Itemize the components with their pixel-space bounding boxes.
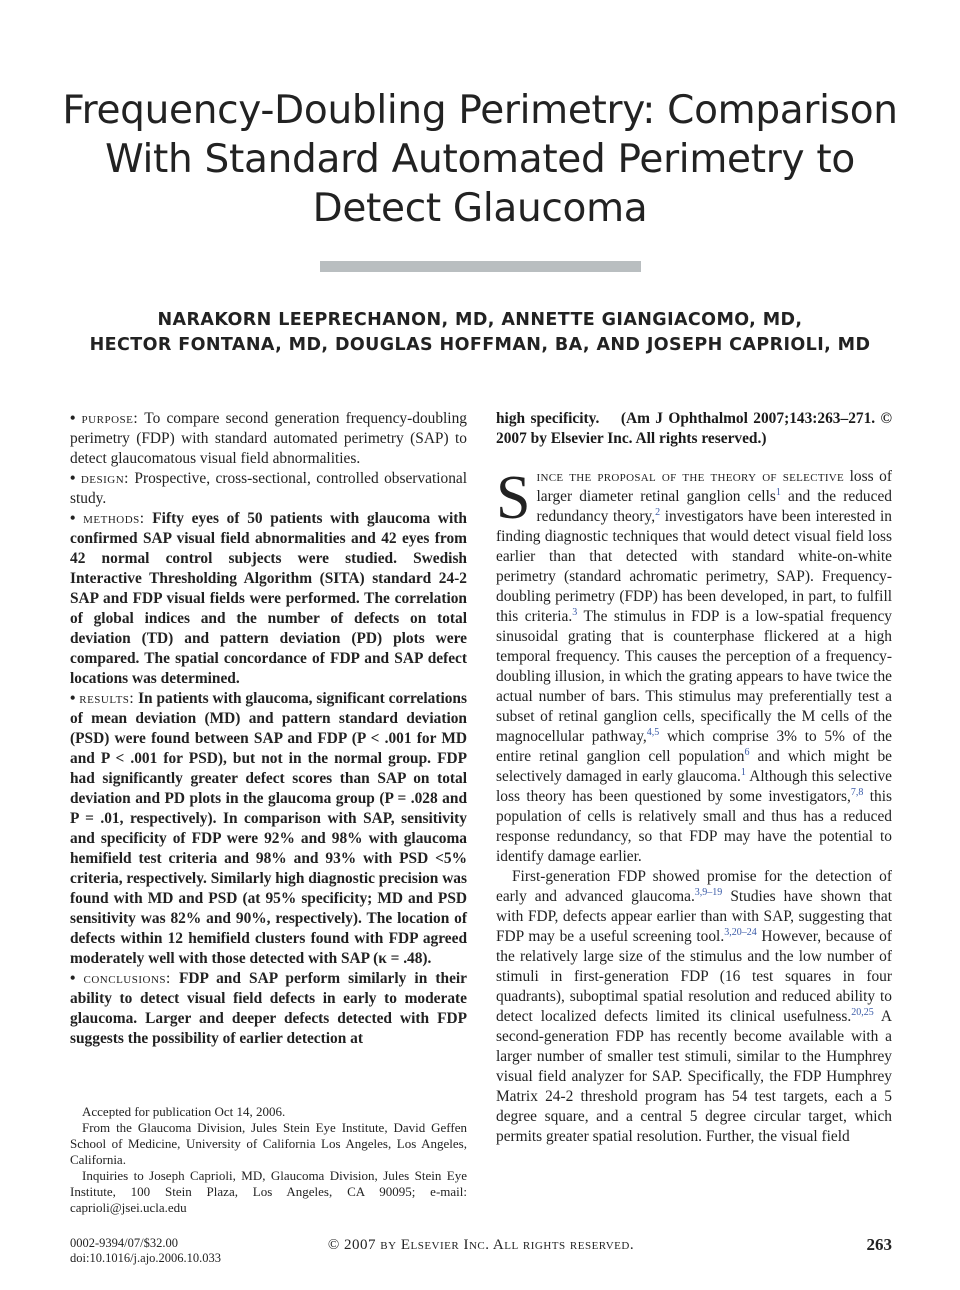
bullet: •	[70, 690, 76, 707]
author-line-1: NARAKORN LEEPRECHANON, MD, ANNETTE GIANGIACOMO, MD,	[157, 310, 803, 330]
text-run: Studies have shown that with FDP, defects appear earlier than with SAP, suggesting that FDP may be a useful screening tool.	[496, 888, 892, 945]
reference-link[interactable]: 3,9–19	[694, 886, 723, 898]
reference-link[interactable]: 3,20–24	[724, 926, 757, 938]
reference-link[interactable]: 3	[572, 606, 578, 618]
text-run: A second-generation FDP has recently become available with a larger number of smaller test stimuli, similar to the Humphrey visual field analyzer for SAP. Specifically, the FDP Humphrey Matrix 24-2 threshold program has 54 test targets, each a 5 degree square, and a central 5 degree circular target, which permits greater spatial resolution. Further, the visual field	[496, 1008, 893, 1145]
text-run: and which might be selectively damaged in early glaucoma.	[496, 748, 892, 785]
design-label: design:	[80, 470, 129, 487]
drop-cap: S	[496, 464, 531, 532]
abstract-purpose	[70, 409, 467, 469]
footnote-affiliation: From the Glaucoma Division, Jules Stein Eye Institute, David Geffen School of Medicine, University of California Los Angeles, Los Angeles, California.	[70, 1120, 467, 1167]
page-number: 263	[866, 1235, 892, 1254]
text-run: investigators have been interested in finding diagnostic techniques that would detect visual field loss earlier than that detected with standard white-on-white perimetry (standard achromatic perimetry, SAP). Frequency-doubling perimetry (FDP) has been developed, in part, to fulfill this criteria.	[496, 508, 892, 625]
conclusions-end: high specificity.	[496, 410, 600, 427]
abstract-methods	[70, 509, 467, 689]
footnote-inquiries: Inquiries to Joseph Caprioli, MD, Glaucoma Division, Jules Stein Eye Institute, 100 Stein Plaza, Los Angeles, CA 90095; e-mail: caprioli@jsei.ucla.edu	[70, 1168, 467, 1215]
page-footer	[70, 1236, 892, 1276]
right-column	[496, 409, 892, 1147]
bullet: •	[70, 970, 76, 987]
body-paragraph-2	[496, 867, 892, 1147]
conclusions-text: FDP and SAP perform similarly in their ability to detect visual field defects in early to moderate glaucoma. Larger and deeper defects detected with FDP suggests the possibility of earlier detection at	[70, 970, 468, 1047]
copyright-notice: © 2007 by Elsevier Inc. All rights reserved.	[327, 1237, 635, 1253]
citation: (Am J Ophthalmol 2007;143:263–271. © 2007 by Elsevier Inc. All rights reserved.)	[496, 410, 893, 447]
text-run: First-generation FDP showed promise for the detection of early and advanced glaucoma.	[496, 868, 892, 905]
methods-text: Fifty eyes of 50 patients with glaucoma with confirmed SAP visual field abnormalities and 42 eyes from 42 normal control subjects were studied. Swedish Interactive Thresholding Algorithm (SITA) standard 24-2 SAP and FDP visual fields were performed. The correlation of global indices and the number of defects on total deviation (TD) and pattern deviation (PD) plots were compared. The spatial concordance of FDP and SAP defect locations was determined.	[70, 510, 467, 687]
author-line-2: HECTOR FONTANA, MD, DOUGLAS HOFFMAN, BA, AND JOSEPH CAPRIOLI, MD	[89, 335, 871, 355]
doi: doi:10.1016/j.ajo.2006.10.033	[70, 1251, 222, 1265]
design-text: Prospective, cross-sectional, controlled observational study.	[70, 470, 467, 507]
footnotes	[70, 1104, 467, 1216]
abstract-results	[70, 689, 467, 969]
author-list	[60, 308, 900, 358]
purpose-text: To compare second generation frequency-doubling perimetry (FDP) with standard automated perimetry (SAP) to detect glaucomatous visual field abnormalities.	[70, 410, 467, 467]
abstract-tail	[496, 409, 892, 449]
methods-label: methods:	[83, 510, 145, 527]
abstract	[70, 409, 467, 1049]
bullet: •	[70, 510, 76, 527]
article-title: Frequency-Doubling Perimetry: Comparison With Standard Automated Perimetry to Detect Glaucoma	[62, 88, 898, 231]
reference-link[interactable]: 1	[775, 486, 781, 498]
text-run: and the reduced redundancy theory,	[536, 488, 892, 525]
lead-in: ince the proposal of the theory of selective	[536, 468, 845, 485]
results-label: results:	[79, 690, 135, 707]
reference-link[interactable]: 20,25	[851, 1006, 874, 1018]
reference-link[interactable]: 2	[655, 506, 661, 518]
text-run: However, because of the relatively large size of the stimulus and the low number of stimuli in first-generation FDP (16 test squares in four quadrants), suboptimal spatial resolution and reduced ability to detect localized defects limited its clinical usefulness.	[496, 928, 892, 1025]
footnote-accepted: Accepted for publication Oct 14, 2006.	[82, 1104, 286, 1119]
text-run: loss of larger diameter retinal ganglion cells	[536, 468, 892, 505]
text-run: which comprise 3% to 5% of the entire retinal ganglion cell population	[496, 728, 892, 765]
purpose-label: purpose:	[81, 410, 139, 427]
results-text: In patients with glaucoma, significant correlations of mean deviation (MD) and pattern standard deviation (PSD) were found between SAP and FDP (P < .001 for MD and P < .001 for PSD), but not in the normal group. FDP had significantly greater defect scores than SAP on total deviation and PD plots in the glaucoma group (P = .028 and P = .01, respectively). In comparison with SAP, sensitivity and specificity of FDP were 92% and 98% with glaucoma hemifield test criteria and 98% and 93% with PSD <5% criteria, respectively. Similarly high diagnostic precision was found with MD and PSD (at 95% specificity; MD and PSD sensitivity was 82% and 90%, respectively). The location of defects within 12 hemifield clusters found with FDP agreed moderately well with those detected with SAP (κ = .48).	[70, 690, 467, 967]
title-divider	[320, 261, 641, 272]
reference-link[interactable]: 4,5	[646, 726, 660, 738]
text-run: Although this selective loss theory has been questioned by some investigators,	[496, 768, 892, 805]
bullet: •	[70, 410, 76, 427]
body-paragraph-1	[496, 464, 892, 867]
text-run: The stimulus in FDP is a low-spatial frequency sinusoidal grating that is counterphase flickered at a high temporal frequency. This causes the perception of a frequency-doubling illusion, in which the grating appears to have twice the actual number of bars. This stimulus may preferentially test a subset of retinal ganglion cells, specifically the M cells of the magnocellular pathway,	[496, 608, 892, 745]
conclusions-label: conclusions:	[83, 970, 171, 987]
reference-link[interactable]: 1	[740, 766, 746, 778]
bullet: •	[70, 470, 76, 487]
reference-link[interactable]: 7,8	[850, 786, 864, 798]
article-body	[496, 464, 893, 1147]
issn: 0002-9394/07/$32.00	[70, 1236, 178, 1250]
reference-link[interactable]: 6	[744, 746, 750, 758]
text-run: this population of cells is relatively small and thus has a reduced response redundancy, so that FDP may have the potential to identify damage earlier.	[496, 788, 892, 865]
abstract-conclusions	[70, 969, 467, 1049]
abstract-design	[70, 469, 467, 509]
